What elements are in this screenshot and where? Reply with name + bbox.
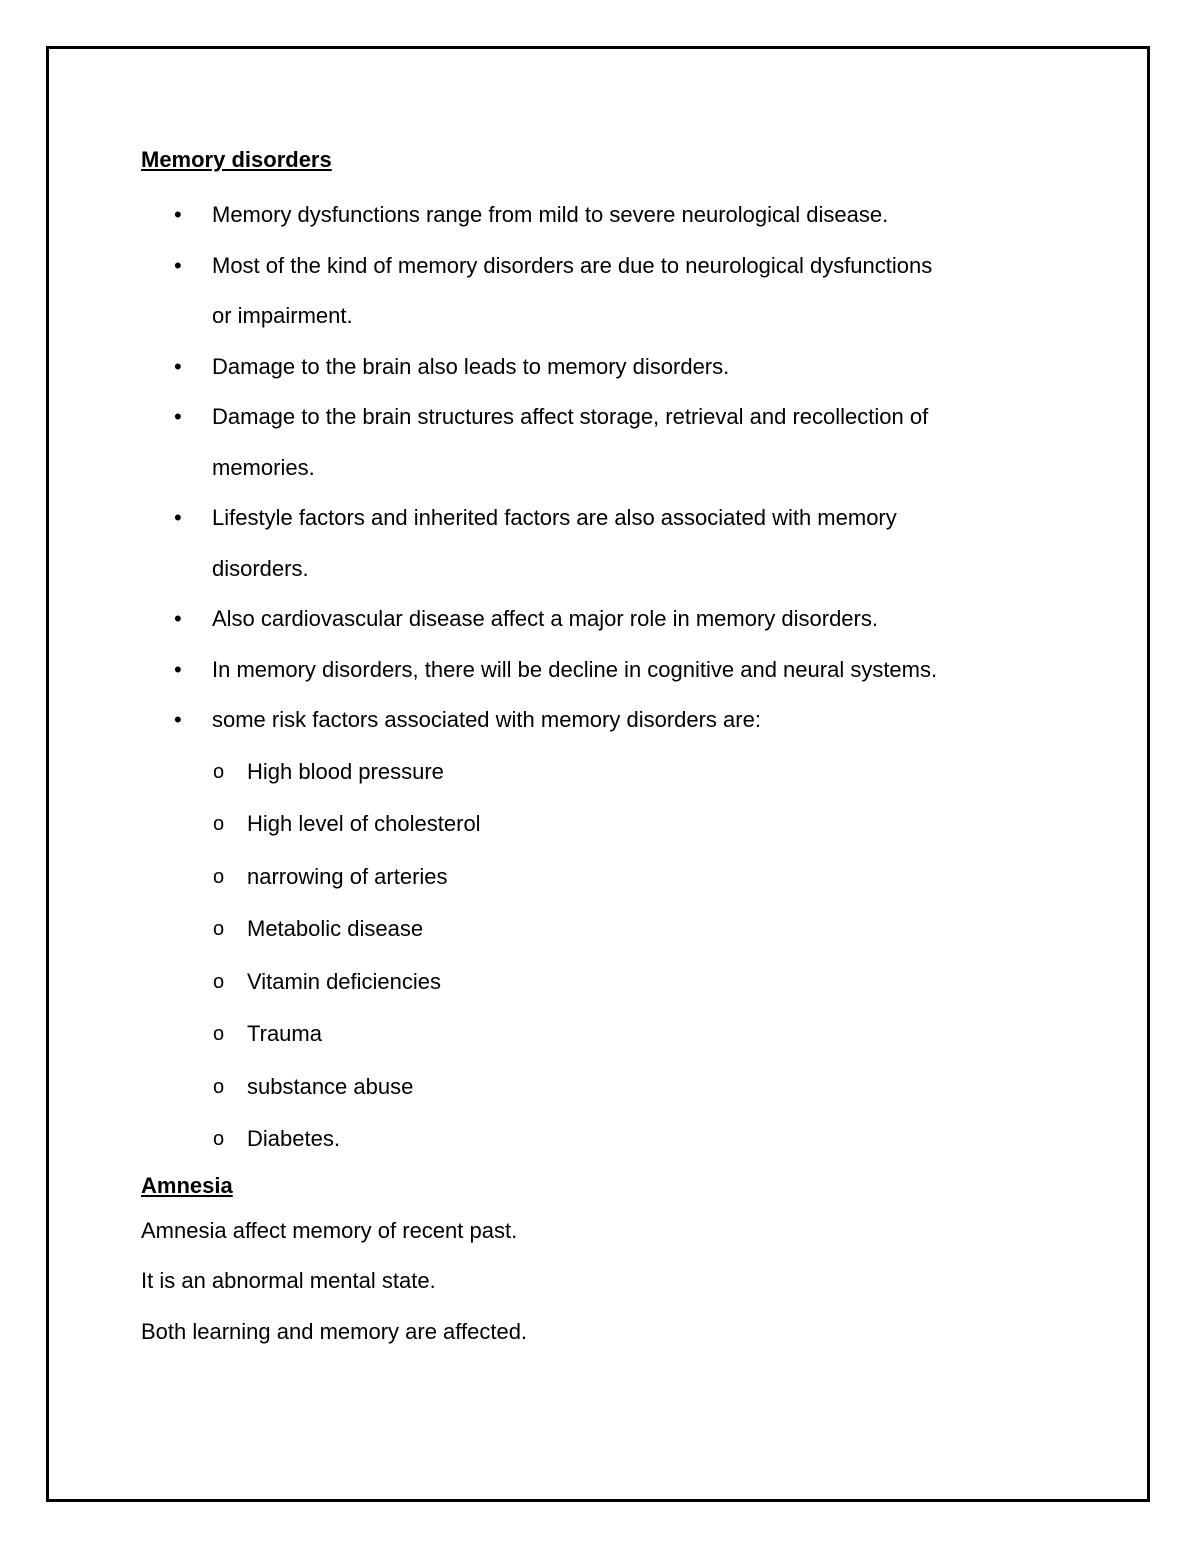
circle-bullet-icon: o: [213, 1023, 225, 1045]
circle-bullet-icon: o: [213, 1075, 225, 1098]
amnesia-paragraph: It is an abnormal mental state.: [141, 1268, 436, 1293]
sub-list-item-text: Vitamin deficiencies: [247, 968, 442, 994]
circle-bullet-icon: o: [213, 970, 225, 993]
bullet-icon: •: [174, 606, 182, 631]
amnesia-paragraph: Amnesia affect memory of recent past.: [141, 1217, 518, 1243]
list-item: [141, 493, 1101, 594]
list-item-text: Damage to the brain also leads to memory disorders.: [212, 353, 730, 379]
sub-list-item: [141, 1061, 1101, 1114]
section-heading-memory-disorders: Memory disorders: [141, 147, 332, 172]
bullet-icon: •: [174, 404, 182, 429]
amnesia-paragraph: Both learning and memory are affected.: [141, 1318, 528, 1344]
sub-list-item-text: Trauma: [247, 1021, 322, 1046]
bullet-icon: •: [174, 252, 182, 278]
sub-list-item: [141, 903, 1101, 956]
list-item: [141, 190, 1101, 241]
list-item-text: Most of the kind of memory disorders are due to neurological dysfunctions: [212, 252, 933, 278]
list-item-text: disorders.: [212, 555, 309, 581]
sub-list-item-text: Diabetes.: [247, 1126, 340, 1151]
risk-factors-sublist: [141, 746, 1101, 1166]
circle-bullet-icon: o: [213, 865, 225, 888]
section-heading-amnesia: Amnesia: [141, 1172, 233, 1198]
list-item-text: some risk factors associated with memory disorders are:: [212, 707, 761, 732]
sub-list-item-text: Metabolic disease: [247, 916, 424, 941]
sub-list-item: [141, 851, 1101, 904]
bullet-icon: •: [174, 656, 182, 682]
list-item-text: Lifestyle factors and inherited factors are also associated with memory: [212, 505, 897, 530]
sub-list-item: [141, 956, 1101, 1009]
list-item: [141, 241, 1101, 342]
list-item: [141, 695, 1101, 746]
list-item-text: or impairment.: [212, 303, 353, 328]
document-content: [141, 140, 1101, 1357]
bullet-icon: •: [174, 707, 182, 732]
memory-disorders-bullet-list: [141, 190, 1101, 746]
bullet-icon: •: [174, 505, 182, 530]
sub-list-item: [141, 1008, 1101, 1061]
bullet-icon: •: [174, 202, 182, 227]
list-item: [141, 392, 1101, 493]
sub-list-item-text: substance abuse: [247, 1073, 414, 1099]
circle-bullet-icon: o: [213, 760, 225, 783]
list-item: [141, 342, 1101, 393]
sub-list-item-text: High blood pressure: [247, 758, 444, 784]
circle-bullet-icon: o: [213, 813, 225, 835]
list-item: [141, 594, 1101, 645]
sub-list-item: [141, 1113, 1101, 1166]
list-item-text: memories.: [212, 454, 315, 480]
sub-list-item: [141, 798, 1101, 851]
circle-bullet-icon: o: [213, 1128, 225, 1150]
list-item: [141, 645, 1101, 696]
circle-bullet-icon: o: [213, 918, 225, 940]
list-item-text: Also cardiovascular disease affect a major role in memory disorders.: [212, 606, 878, 631]
list-item-text: Damage to the brain structures affect storage, retrieval and recollection of: [212, 404, 929, 429]
list-item-text: In memory disorders, there will be decline in cognitive and neural systems.: [212, 656, 938, 682]
sub-list-item: [141, 746, 1101, 799]
list-item-text: Memory dysfunctions range from mild to severe neurological disease.: [212, 202, 889, 227]
bullet-icon: •: [174, 353, 182, 379]
sub-list-item-text: narrowing of arteries: [247, 863, 448, 889]
sub-list-item-text: High level of cholesterol: [247, 811, 481, 836]
